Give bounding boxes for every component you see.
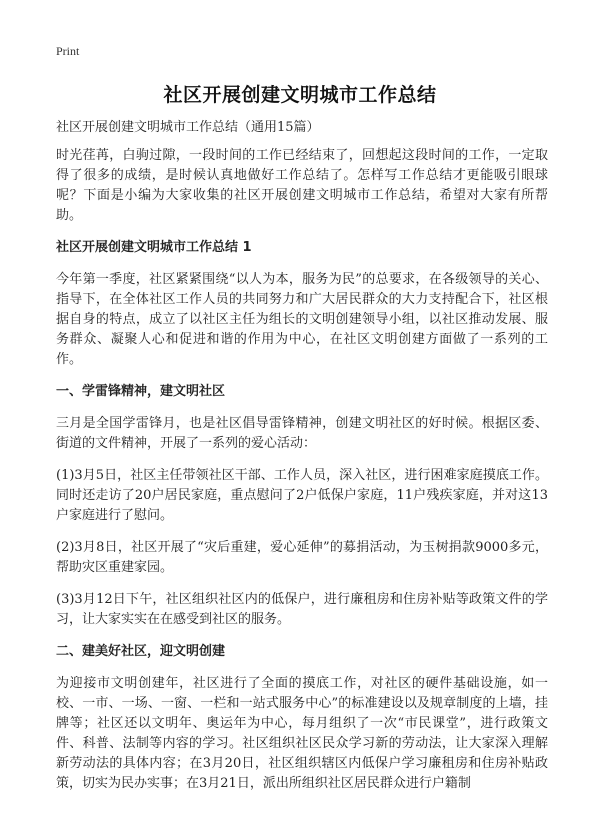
document-subtitle: 社区开展创建文明城市工作总结（通用15篇） — [56, 120, 320, 135]
section-paragraph: 今年第一季度，社区紧紧围绕“以人为本，服务为民”的总要求，在各级领导的关心、指导下，在全体社区工作人员的共同努力和广大居民群众的大力支持配合下，社区根据自身的特点，成立了以社区主任为组长的文明创建领导小组，以社区推动发展、服务群众、凝聚人心和促进和谐的作用为中心，在社区文明创建方面做了一系列的工作。 — [56, 272, 548, 367]
section-heading: 社区开展创建文明城市工作总结 1 — [56, 240, 252, 255]
subsection-heading: 一、学雷锋精神，建文明社区 — [56, 384, 226, 399]
subsection-heading: 二、建美好社区，迎文明创建 — [56, 644, 226, 659]
intro-paragraph: 时光荏苒，白驹过隙，一段时间的工作已经结束了，回想起这段时间的工作，一定取得了很多的成绩，是时候认真地做好工作总结了。怎样写工作总结才更能吸引眼球呢？下面是小编为大家收集的社区开展创建文明城市工作总结，希望对大家有所帮助。 — [56, 148, 548, 223]
list-item: (3)3月12日下午，社区组织社区内的低保户，进行廉租房和住房补贴等政策文件的学习，让大家实实在在感受到社区的服务。 — [56, 592, 548, 627]
print-link[interactable]: Print — [56, 44, 80, 58]
subsection-paragraph: 为迎接市文明创建年，社区进行了全面的摸底工作，对社区的硬件基础设施，如一校、一市、一场、一窗、一栏和一站式服务中心”的标准建设以及规章制度的上墙，挂牌等；社区还以文明年、奥运年为中心，每月组织了一次“市民课堂”，进行政策文件、科普、法制等内容的学习。社区组织社区民众学习新的劳动法，让大家深入理解新劳动法的具体内容；在3月20日，社区组织辖区内低保户学习廉租房和住房补贴政策，切实为民办实事；在3月21日，派出所组织社区居民群众进行户籍制 — [56, 676, 548, 791]
list-item: (2)3月8日，社区开展了“灾后重建，爱心延伸”的募捐活动，为玉树捐款9000多元，帮助灾区重建家园。 — [56, 540, 548, 575]
document-title: 社区开展创建文明城市工作总结 — [163, 84, 437, 106]
document-body — [56, 118, 548, 806]
subsection-paragraph: 三月是全国学雷锋月，也是社区倡导雷锋精神，创建文明社区的好时候。根据区委、街道的文件精神，开展了一系列的爱心活动： — [56, 416, 548, 451]
list-item: (1)3月5日，社区主任带领社区干部、工作人员，深入社区，进行困难家庭摸底工作。同时还走访了20户居民家庭，重点慰问了2户低保户家庭，11户残疾家庭，并对这13户家庭进行了慰问。 — [56, 468, 548, 523]
